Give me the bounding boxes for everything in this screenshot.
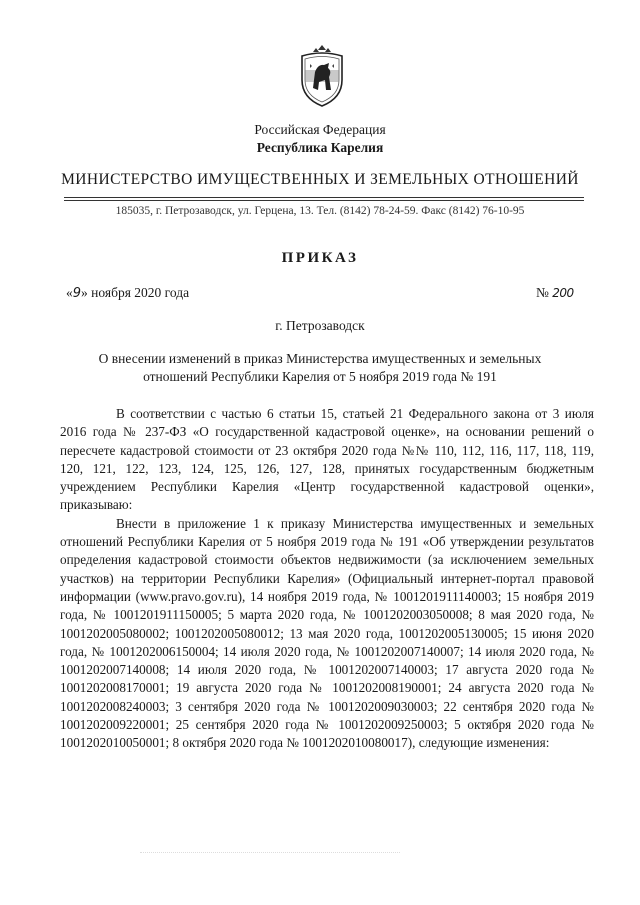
header-divider-thin — [64, 200, 584, 201]
country-name: Российская Федерация — [254, 122, 386, 137]
body-paragraph-1: В соответствии с частью 6 статьи 15, статьей 21 Федерального закона от 3 июля 2016 года № 237-ФЗ «О государственной кадастровой оценке», на основании решений о пересчете кадастровой стоимости от 23 октября 2020 года №№ 110, 112, 116, 117, 118, 119, 120, 121, 122, 123, 124, 125, 126, 127, 128, принятых государственным бюджетным учреждением Республики Карелия «Центр государственной кадастровой оценки», приказываю: — [60, 406, 594, 513]
republic-name: Республика Карелия — [256, 140, 384, 155]
bleed-through-mark — [140, 852, 400, 861]
order-number-label: № — [536, 285, 549, 300]
order-subject — [0, 350, 640, 386]
order-number-value: 200 — [552, 286, 574, 300]
order-date-rest: » ноября 2020 года — [81, 285, 190, 300]
ministry-address: 185035, г. Петрозаводск, ул. Герцена, 13. Тел. (8142) 78-24-59. Факс (8142) 76-10-95 — [115, 205, 525, 217]
subject-line-2: отношений Республики Карелия от 5 ноября 2019 года № 191 — [143, 369, 497, 384]
coat-of-arms-icon — [296, 44, 348, 108]
order-title: ПРИКАЗ — [281, 250, 359, 266]
date-open-quote: « — [66, 285, 73, 300]
ministry-name: МИНИСТЕРСТВО ИМУЩЕСТВЕННЫХ И ЗЕМЕЛЬНЫХ ОТНОШЕНИЙ — [61, 171, 579, 188]
order-number — [536, 285, 574, 301]
body-paragraph-2: Внести в приложение 1 к приказу Министерства имущественных и земельных отношений Республики Карелия от 5 ноября 2019 года № 191 «Об утверждении результатов определения кадастровой стоимости объектов недвижимости (за исключением земельных участков) на территории Республики Карелия» (Официальный интернет-портал правовой информации (www.pravo.gov.ru), 14 ноября 2019 года, № 1001201911140003; 15 ноября 2019 года, № 1001201911150005; 5 марта 2020 года, № 1001202003050008; 8 мая 2020 года, № 1001202005080002; 1001202005080012; 13 мая 2020 года, 1001202005130005; 15 июня 2020 года, № 1001202006150004; 14 июля 2020 года, № 1001202007140007; 14 июля 2020 года, № 1001202007140008; 14 июля 2020 года, № 1001202007140003; 17 августа 2020 года № 1001202008170001; 19 августа 2020 года № 1001202008190001; 24 августа 2020 года № 1001202008240003; 3 сентября 2020 года № 1001202009030003; 22 сентября 2020 года № 1001202009220001; 25 сентября 2020 года № 1001202009250003; 5 октября 2020 года № 1001202010050001; 8 октября 2020 года № 1001202010080017), следующие изменения: — [60, 515, 594, 751]
order-city: г. Петрозаводск — [275, 318, 365, 333]
order-body — [60, 405, 594, 753]
subject-line-1: О внесении изменений в приказ Министерства имущественных и земельных — [98, 351, 542, 366]
header-divider — [64, 197, 584, 198]
order-date-day: 9 — [72, 286, 82, 301]
order-date — [66, 285, 189, 301]
